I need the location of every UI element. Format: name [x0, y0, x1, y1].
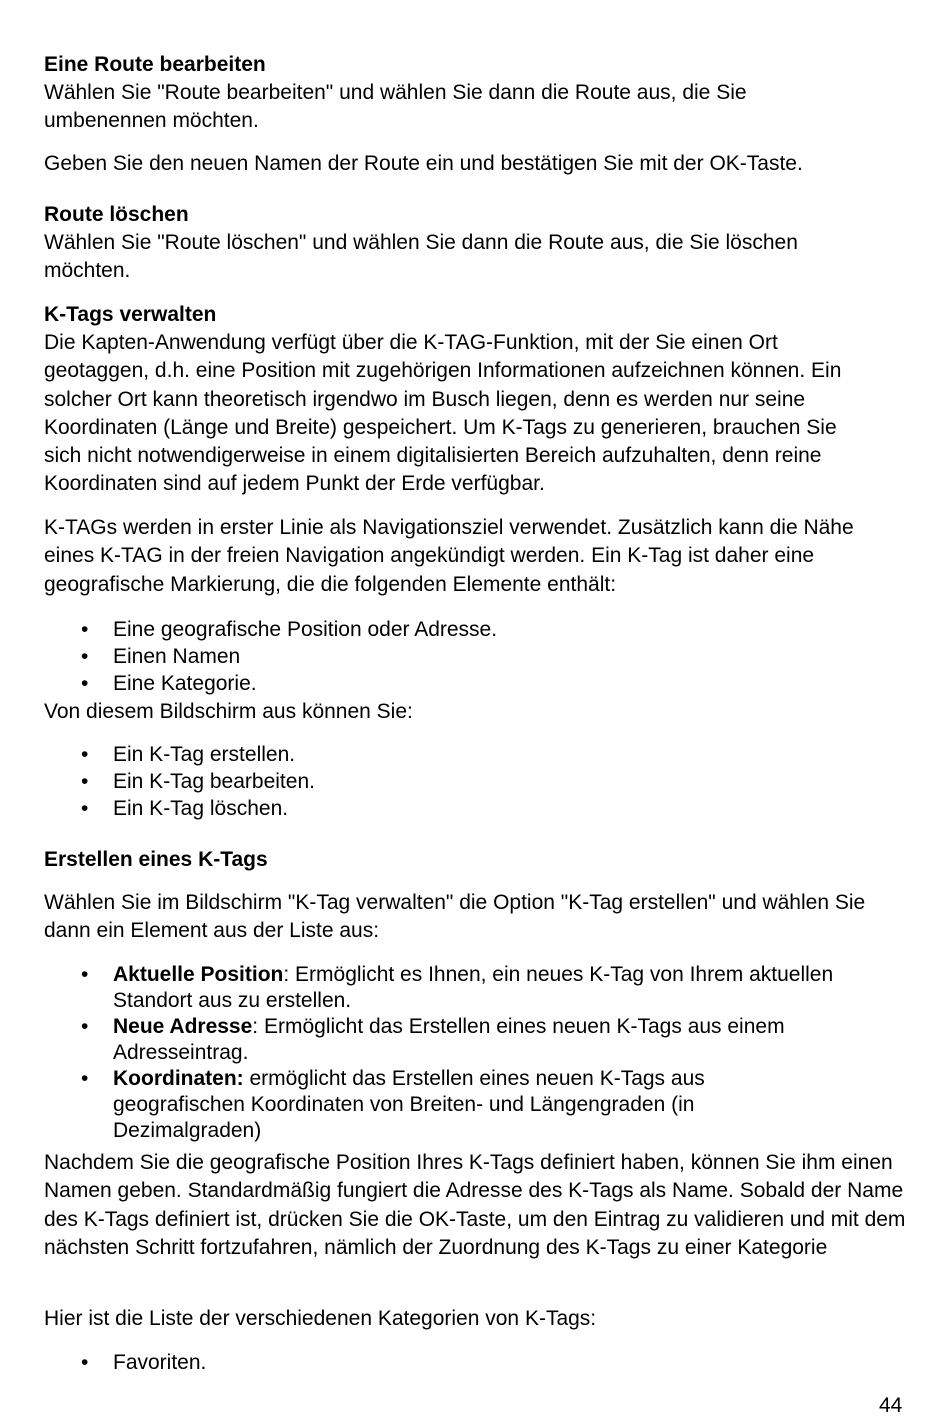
list-item: • Ein K-Tag erstellen. [44, 741, 914, 768]
paragraph-create-ktag-select: Wählen Sie im Bildschirm "K-Tag verwalten" die Option "K-Tag erstellen" und wählen Sie dann ein Element aus der Liste aus: [44, 891, 866, 943]
term-description: : Ermöglicht das Erstellen eines neuen K-Tags aus einem Adresseintrag. [113, 1015, 785, 1064]
term-label: Koordinaten: [113, 1067, 244, 1090]
paragraph-category-list-intro: Hier ist die Liste der verschiedenen Kategorien von K-Tags: [44, 1307, 597, 1330]
paragraph-edit-route-rename: Geben Sie den neuen Namen der Route ein und bestätigen Sie mit der OK-Taste. [44, 152, 803, 175]
list-item-current-position [44, 962, 869, 1014]
paragraph-delete-route: Wählen Sie "Route löschen" und wählen Sie dann die Route aus, die Sie löschen möchten. [44, 231, 798, 283]
list-ktag-elements [44, 616, 914, 697]
term-description: : Ermöglicht es Ihnen, ein neues K-Tag von Ihrem aktuellen Standort aus zu erstellen. [113, 963, 834, 1012]
heading-manage-ktags: K-Tags verwalten [44, 303, 217, 326]
list-item: • Einen Namen [44, 643, 914, 670]
term-description: ermöglicht das Erstellen eines neuen K-Tags aus geografischen Koordinaten von Breiten- und Längengraden (in Dezimalgraden) [113, 1067, 705, 1142]
paragraph-screen-options: Von diesem Bildschirm aus können Sie: [44, 700, 413, 723]
list-create-options [44, 962, 869, 1144]
list-item-new-address [44, 1014, 869, 1066]
page-number: 44 [879, 1394, 903, 1417]
list-item-coordinates [44, 1066, 869, 1144]
heading-delete-route: Route löschen [44, 203, 189, 226]
paragraph-edit-route-select: Wählen Sie "Route bearbeiten" und wählen Sie dann die Route aus, die Sie umbenennen möchten. [44, 81, 747, 133]
list-item: • Favoriten. [44, 1349, 914, 1376]
term-label: Aktuelle Position [113, 963, 284, 986]
list-item: • Ein K-Tag löschen. [44, 795, 914, 822]
heading-edit-route: Eine Route bearbeiten [44, 53, 266, 76]
list-item: • Eine Kategorie. [44, 670, 914, 697]
list-item: • Ein K-Tag bearbeiten. [44, 768, 914, 795]
term-label: Neue Adresse [113, 1015, 253, 1038]
list-ktag-categories [44, 1349, 914, 1376]
paragraph-ktag-naming: Nachdem Sie die geografische Position Ihres K-Tags definiert haben, können Sie ihm einen Namen geben. Standardmäßig fungiert die Adresse des K-Tags als Name. Sobald der Name des K-Tags definiert ist, drücken Sie die OK-Taste, um den Eintrag zu validieren und mit dem nächsten Schritt fortzufahren, nämlich der Zuordnung des K-Tags zu einer Kategorie [44, 1151, 906, 1259]
paragraph-ktag-definition: K-TAGs werden in erster Linie als Navigationsziel verwendet. Zusätzlich kann die Nähe eines K-TAG in der freien Navigation angekündigt werden. Ein K-Tag ist daher eine geografische Markierung, die die folgenden Elemente enthält: [44, 516, 854, 596]
paragraph-ktag-intro: Die Kapten-Anwendung verfügt über die K-TAG-Funktion, mit der Sie einen Ort geotaggen, d.h. eine Position mit zugehörigen Informationen aufzeichnen können. Ein solcher Ort kann theoretisch irgendwo im Busch liegen, denn es werden nur seine Koordinaten (Länge und Breite) gespeichert. Um K-Tags zu generieren, brauchen Sie sich nicht notwendigerweise in einem digitalisierten Bereich aufzuhalten, denn reine Koordinaten sind auf jedem Punkt der Erde verfügbar. [44, 331, 842, 496]
list-ktag-actions [44, 741, 914, 822]
list-item: • Eine geografische Position oder Adresse. [44, 616, 914, 643]
heading-create-ktag: Erstellen eines K-Tags [44, 848, 268, 871]
